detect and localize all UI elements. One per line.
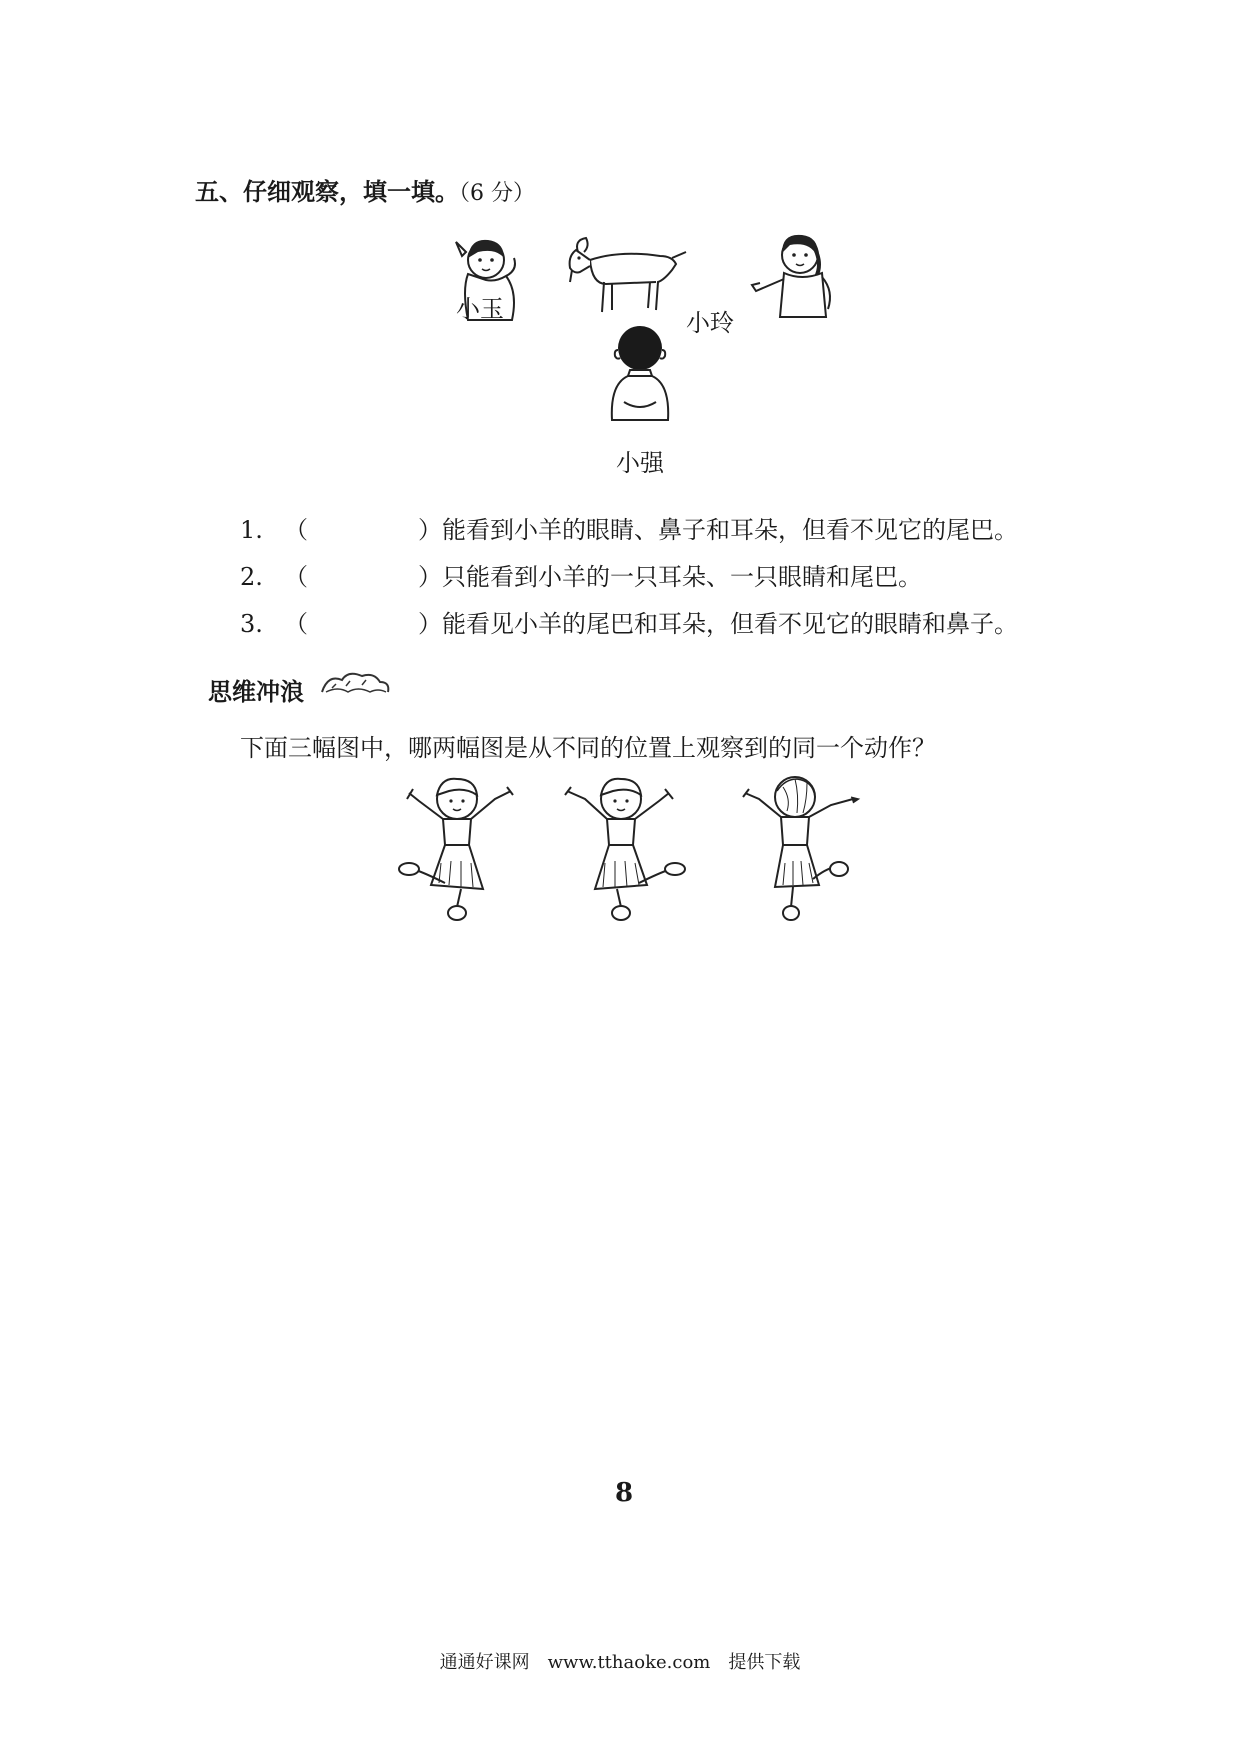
question-text: ）只能看到小羊的一只耳朵、一只眼睛和尾巴。: [418, 563, 922, 591]
xiaoqiang-figure: [600, 320, 680, 430]
question-1: [240, 510, 1018, 545]
section-title: [195, 172, 535, 207]
section-title-text: 五、仔细观察，填一填。: [195, 177, 459, 206]
question-text: ）能看见小羊的尾巴和耳朵，但看不见它的眼睛和鼻子。: [418, 610, 1018, 638]
question-number: 2.: [240, 563, 263, 591]
question-open-paren: （: [284, 563, 308, 591]
page-number: 8: [615, 1478, 634, 1508]
question-text: ）能看到小羊的眼睛、鼻子和耳朵，但看不见它的尾巴。: [418, 516, 1018, 544]
question-3: [240, 604, 1018, 639]
observation-scene: [420, 225, 860, 495]
question-open-paren: （: [284, 516, 308, 544]
xiaoling-figure: [750, 225, 850, 325]
dancer-front-figure-2: [555, 765, 690, 925]
section-points: （6 分）: [459, 181, 535, 206]
dancer-back-figure: [735, 765, 870, 925]
footer-text: 通通好课网 www.tthaoke.com 提供下载: [439, 1652, 801, 1673]
thinking-title: 思维冲浪: [208, 677, 304, 706]
name-xiaoyu: 小玉: [456, 295, 504, 323]
name-xiaoqiang: 小强: [616, 449, 664, 477]
question-2: [240, 557, 922, 592]
question-number: 3.: [240, 610, 263, 638]
question-open-paren: （: [284, 610, 308, 638]
goat-figure: [560, 230, 690, 320]
thinking-question: 下面三幅图中，哪两幅图是从不同的位置上观察到的同一个动作？: [240, 734, 936, 762]
name-xiaoling: 小玲: [686, 309, 734, 337]
dancer-front-figure-1: [395, 765, 530, 925]
wave-icon: [318, 668, 393, 698]
question-number: 1.: [240, 516, 263, 544]
